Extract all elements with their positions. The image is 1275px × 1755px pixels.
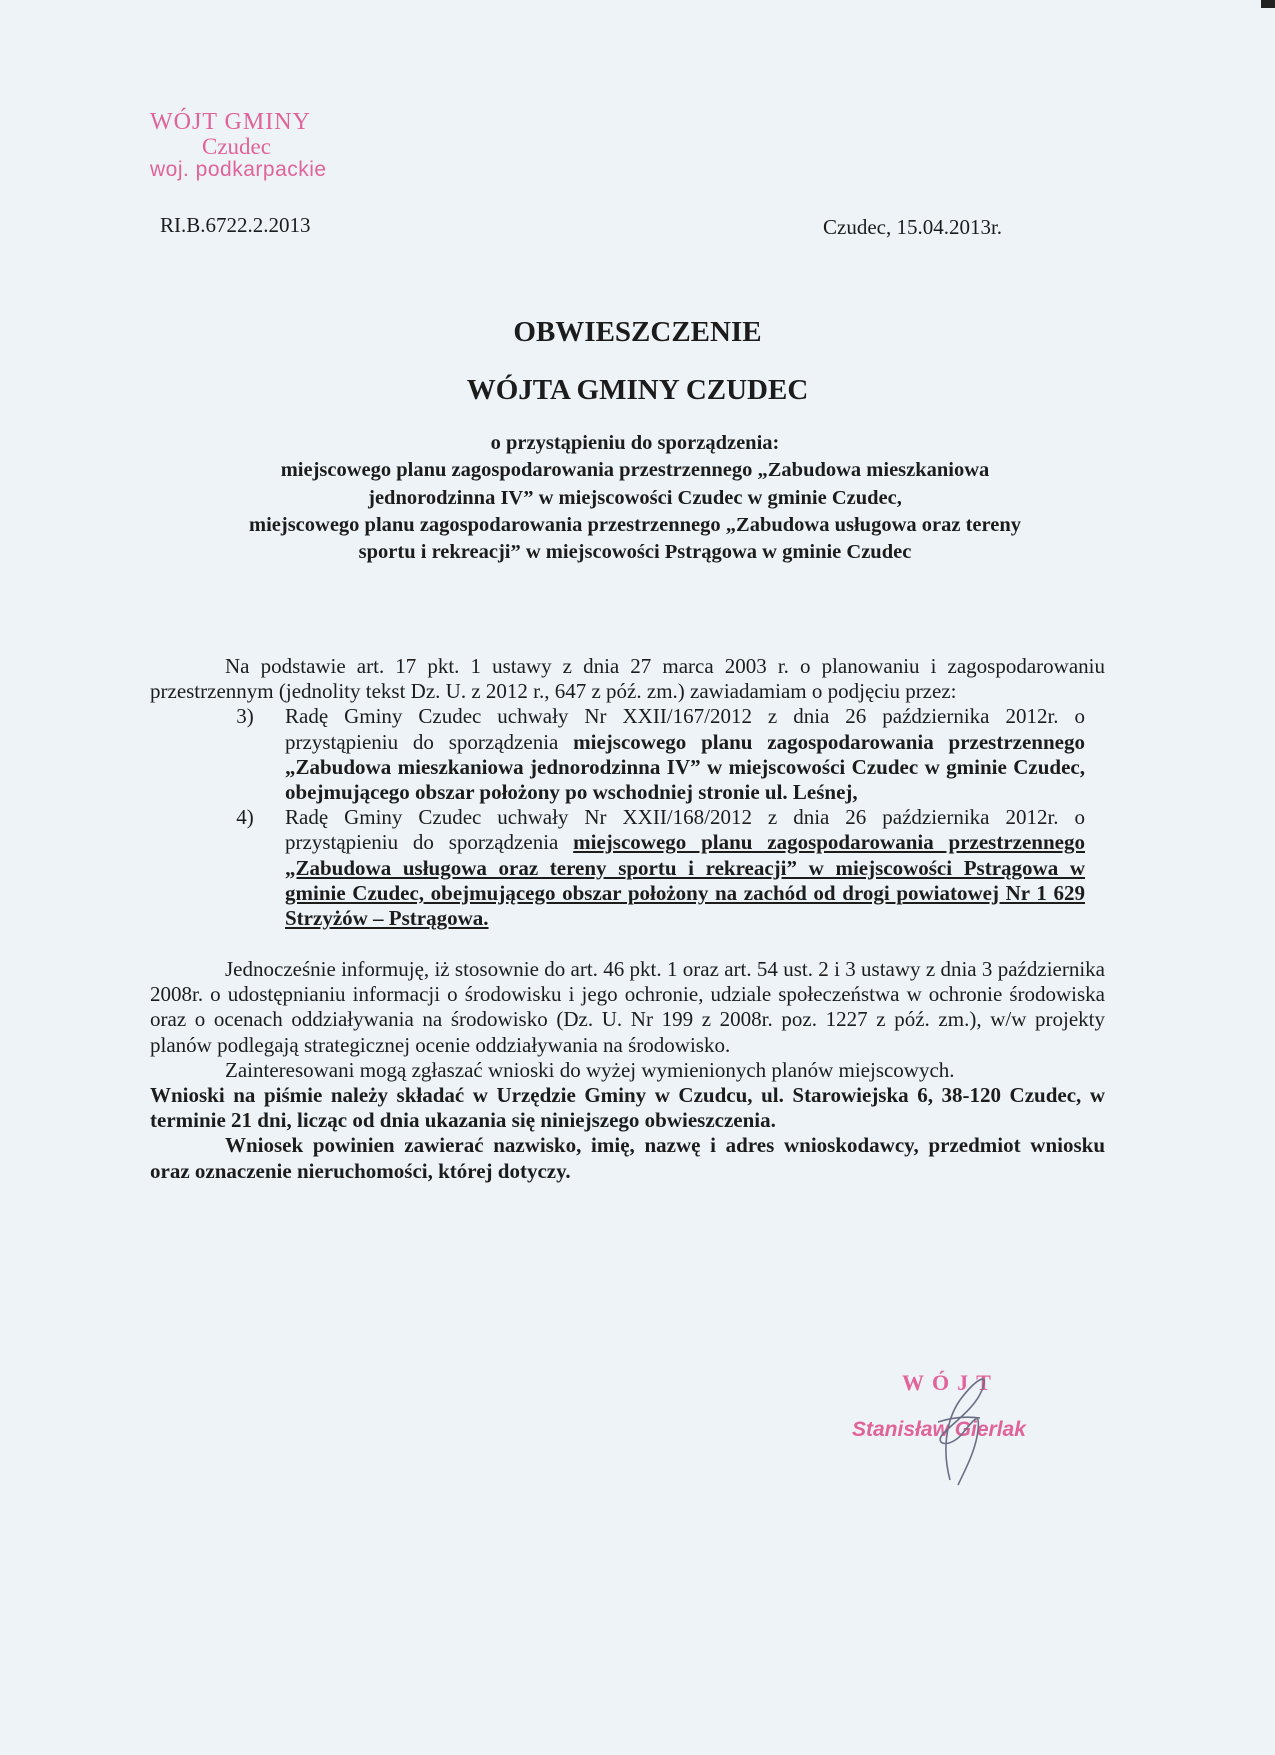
document-issuer: WÓJTA GMINY CZUDEC: [466, 374, 809, 406]
subject-line: sportu i rekreacji” w miejscowości Pstrągowa w gminie Czudec: [358, 541, 912, 563]
item-plain-text: Radę Gminy Czudec uchwały Nr XXII/168/2012 z dnia 26 października 2012r. o przystąpieniu do sporządzenia: [285, 805, 1085, 855]
signature-title-stamp: WÓJT: [902, 1370, 999, 1395]
body-text: [150, 654, 1105, 1184]
handwritten-signature: [850, 1330, 1050, 1510]
content-text: Wniosek powinien zawierać nazwisko, imię, nazwę i adres wnioskodawcy, przedmiot wniosku oraz oznaczenie nieruchomości, której dotyczy.: [150, 1133, 1105, 1183]
item-text: [285, 805, 1085, 931]
item-plain-text: Radę Gminy Czudec uchwały Nr XXII/167/2012 z dnia 26 października 2012r. o przystąpieniu do sporządzenia: [285, 704, 1085, 754]
stamp-line-3: woj. podkarpackie: [150, 158, 327, 182]
interested-paragraph: Zainteresowani mogą zgłaszać wnioski do wyżej wymienionych planów miejscowych.: [225, 1057, 955, 1082]
subject-line: jednorodzinna IV” w miejscowości Czudec w gminie Czudec,: [368, 486, 902, 509]
stamp-line-1: WÓJT GMINY: [150, 109, 311, 135]
list-item: [150, 805, 1105, 931]
reference-number: RI.B.6722.2.2013: [160, 213, 311, 237]
inform-paragraph: Jednocześnie informuję, iż stosownie do art. 46 pkt. 1 oraz art. 54 ust. 2 i 3 ustawy z dnia 3 października 2008r. o udostępnianiu informacji o środowisku i jego ochronie, udziale społeczeństwa w ochronie środowiska oraz o ocenach oddziaływania na środowisko (Dz. U. Nr 199 z 2008r. poz. 1227 z póź. zm.), w/w projekty planów podlegają strategicznej ocenie oddziaływania na środowisko.: [150, 957, 1105, 1057]
submission-paragraph: [150, 1083, 1105, 1133]
subject-block: [140, 430, 1130, 566]
subject-line: miejscowego planu zagospodarowania przestrzennego „Zabudowa mieszkaniowa: [280, 459, 990, 482]
office-stamp: [150, 110, 327, 181]
item-text: [285, 704, 1085, 805]
item-number: 4): [236, 805, 254, 830]
item-number: 3): [236, 704, 254, 729]
signature-block: [850, 1360, 1070, 1500]
stamp-line-2: Czudec: [202, 134, 271, 160]
intro-paragraph: Na podstawie art. 17 pkt. 1 ustawy z dnia 27 marca 2003 r. o planowaniu i zagospodarowaniu przestrzennym (jednolity tekst Dz. U. z 2012 r., 647 z póź. zm.) zawiadamiam o podjęciu przez:: [150, 654, 1105, 704]
signature-name-stamp: Stanisław Gierlak: [852, 1418, 1026, 1441]
subject-line: o przystąpieniu do sporządzenia:: [490, 432, 780, 454]
submission-text: Wnioski na piśmie należy składać w Urzędzie Gminy w Czudcu, ul. Starowiejska 6, 38-120 Czudec, w terminie 21 dni, licząc od dnia ukazania się niniejszego obwieszczenia.: [150, 1083, 1105, 1133]
place-and-date: Czudec, 15.04.2013r.: [823, 215, 1003, 239]
subject-line: miejscowego planu zagospodarowania przestrzennego „Zabudowa usługowa oraz tereny: [249, 513, 1021, 536]
list-item: [150, 704, 1105, 805]
document-title: OBWIESZCZENIE: [513, 316, 762, 348]
content-paragraph: [150, 1133, 1105, 1183]
item-bold-underlined-text: miejscowego planu zagospodarowania przestrzennego „Zabudowa usługowa oraz tereny sportu i rekreacji” w miejscowości Pstrągowa w gminie Czudec, obejmującego obszar położony na zachód od drogi powiatowej Nr 1 629 Strzyżów – Pstrągowa.: [285, 830, 1085, 930]
item-bold-text: miejscowego planu zagospodarowania przestrzennego „Zabudowa mieszkaniowa jednorodzinna IV” w miejscowości Czudec w gminie Czudec, obejmującego obszar położony po wschodniej stronie ul. Leśnej,: [285, 729, 1085, 804]
scan-edge-mark: [1261, 0, 1275, 8]
